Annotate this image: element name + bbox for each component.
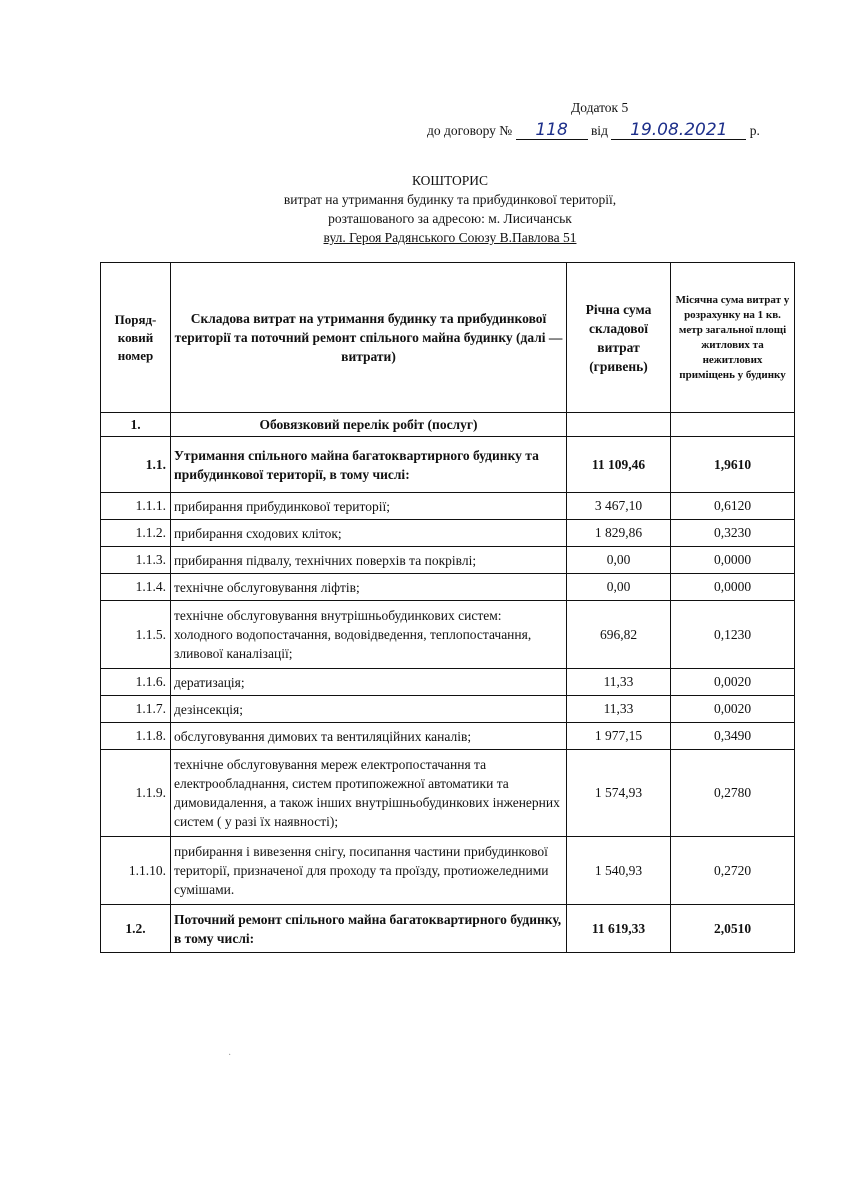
row-number: 1.1.4. [101,574,171,601]
row-number: 1.1. [101,437,171,493]
empty-cell [671,413,795,437]
row-annual-sum: 11,33 [567,669,671,696]
row-monthly-sum: 0,0000 [671,574,795,601]
row-annual-sum: 3 467,10 [567,493,671,520]
table-row [101,437,795,493]
header-ordinal-number: Поряд-ковий номер [101,263,171,413]
row-annual-sum: 1 829,86 [567,520,671,547]
table-row [101,723,795,750]
table-row [101,750,795,837]
row-description: технічне обслуговування ліфтів; [171,574,567,601]
table-row [101,520,795,547]
contract-suffix: р. [749,123,760,138]
row-description: технічне обслуговування внутрішньобудинкових систем: холодного водопостачання, водовідведення, теплопостачання, зливової каналізації; [171,601,567,669]
row-number: 1.2. [101,905,171,953]
row-annual-sum: 1 574,93 [567,750,671,837]
table-header-row [101,263,795,413]
row-number: 1.1.2. [101,520,171,547]
row-annual-sum: 11,33 [567,696,671,723]
contract-from-label: від [590,123,608,138]
contract-reference [427,122,760,140]
appendix-label: Додаток 5 [571,100,629,115]
scan-speck: · [228,1050,232,1061]
row-description: прибирання і вивезення снігу, посипання частини прибудинкової території, призначеної для проходу та проїзду, протиожеледними сумішами. [171,837,567,905]
row-monthly-sum: 2,0510 [671,905,795,953]
table-row [101,669,795,696]
table-row [101,547,795,574]
row-monthly-sum: 0,6120 [671,493,795,520]
row-monthly-sum: 1,9610 [671,437,795,493]
section-row [101,413,795,437]
document-title [150,171,750,247]
table-row [101,601,795,669]
header-monthly-sum: Місячна сума витрат у розрахунку на 1 кв. метр загальної площі житлових та нежитлових приміщень у будинку [671,263,795,413]
row-monthly-sum: 0,3230 [671,520,795,547]
row-annual-sum: 1 540,93 [567,837,671,905]
row-description: прибирання сходових кліток; [171,520,567,547]
title-address: вул. Героя Радянського Союзу В.Павлова 51 [323,230,577,245]
contract-prefix: до договору № [427,123,513,138]
title-line-2: витрат на утримання будинку та прибудинкової території, [283,192,617,207]
row-annual-sum: 0,00 [567,547,671,574]
row-annual-sum: 0,00 [567,574,671,601]
table-row [101,905,795,953]
table-row [101,574,795,601]
row-description: Поточний ремонт спільного майна багатоквартирного будинку, в тому числі: [171,905,567,953]
header-cost-component: Складова витрат на утримання будинку та прибудинкової території та поточний ремонт спільного майна будинку (далі — витрати) [171,263,567,413]
row-description: Утримання спільного майна багатоквартирного будинку та прибудинкової території, в тому числі: [171,437,567,493]
row-annual-sum: 1 977,15 [567,723,671,750]
section-number: 1. [101,413,171,437]
row-number: 1.1.10. [101,837,171,905]
row-monthly-sum: 0,2780 [671,750,795,837]
section-title: Обовязковий перелік робіт (послуг) [171,413,567,437]
row-number: 1.1.9. [101,750,171,837]
row-number: 1.1.6. [101,669,171,696]
cost-estimate-table [100,262,795,953]
row-description: прибирання прибудинкової території; [171,493,567,520]
row-number: 1.1.3. [101,547,171,574]
row-description: дезінсекція; [171,696,567,723]
table-row [101,696,795,723]
row-annual-sum: 11 109,46 [567,437,671,493]
row-monthly-sum: 0,1230 [671,601,795,669]
row-monthly-sum: 0,3490 [671,723,795,750]
header-annual-sum: Річна сума складової витрат (гривень) [567,263,671,413]
row-annual-sum: 11 619,33 [567,905,671,953]
row-number: 1.1.1. [101,493,171,520]
title-line-3: розташованого за адресою: м. Лисичанськ [328,211,572,226]
row-monthly-sum: 0,0020 [671,669,795,696]
contract-number-handwritten: 118 [516,122,588,140]
title-line-1: КОШТОРИС [411,173,489,188]
row-number: 1.1.7. [101,696,171,723]
row-description: технічне обслуговування мереж електропостачання та електрообладнання, систем протипожежної автоматики та димовидалення, а також інших внутрішньобудинкових інженерних систем ( у разі їх наявності); [171,750,567,837]
row-description: прибирання підвалу, технічних поверхів та покрівлі; [171,547,567,574]
row-number: 1.1.8. [101,723,171,750]
table-row [101,837,795,905]
row-annual-sum: 696,82 [567,601,671,669]
row-monthly-sum: 0,2720 [671,837,795,905]
row-monthly-sum: 0,0000 [671,547,795,574]
row-description: обслуговування димових та вентиляційних каналів; [171,723,567,750]
table-row [101,493,795,520]
row-number: 1.1.5. [101,601,171,669]
contract-date-handwritten: 19.08.2021 [611,122,746,140]
empty-cell [567,413,671,437]
row-description: дератизація; [171,669,567,696]
row-monthly-sum: 0,0020 [671,696,795,723]
